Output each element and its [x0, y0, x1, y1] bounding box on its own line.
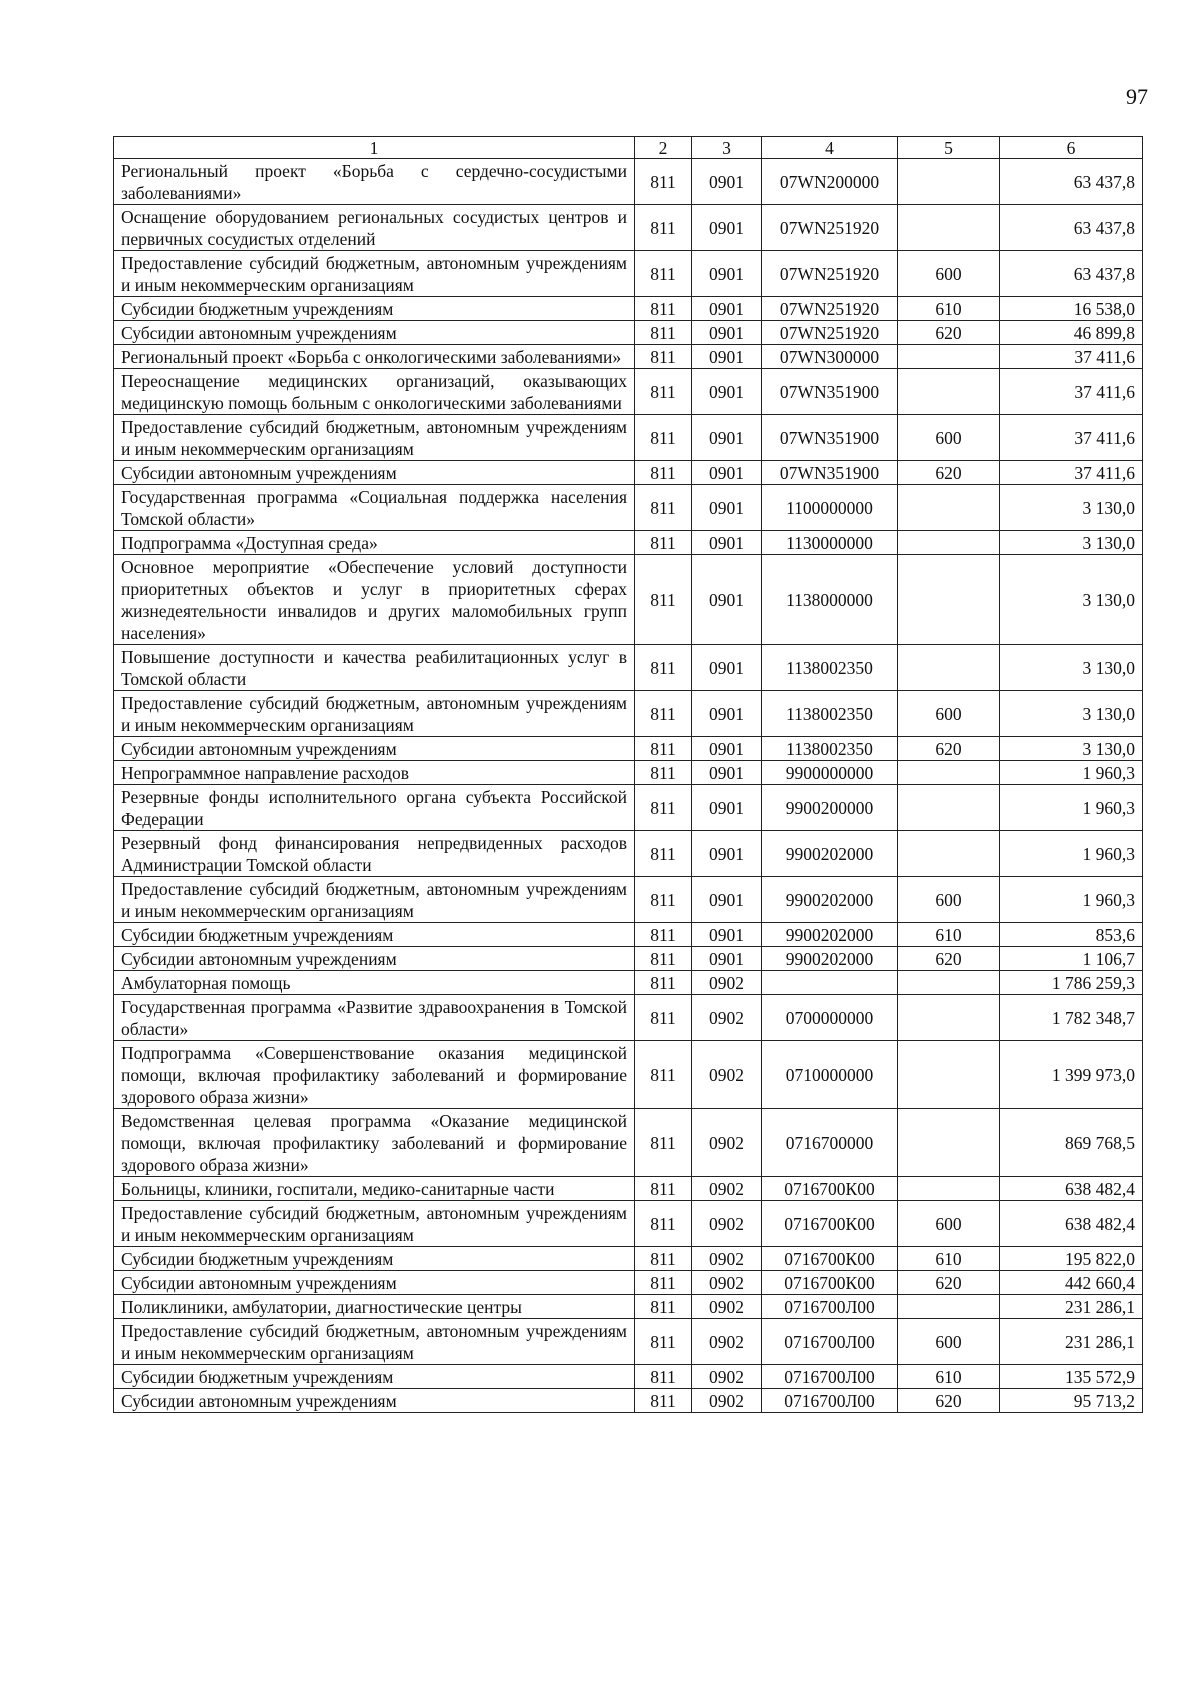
section-code-cell: 0902: [692, 1319, 762, 1365]
table-row: [114, 1365, 1143, 1389]
target-article-code-cell: 0700000000: [762, 995, 898, 1041]
expense-name-cell: Субсидии бюджетным учреждениям: [114, 1247, 635, 1271]
target-article-code-cell: 9900202000: [762, 831, 898, 877]
ministry-code-cell: 811: [635, 251, 692, 297]
table-row: [114, 877, 1143, 923]
ministry-code-cell: 811: [635, 995, 692, 1041]
section-code-cell: 0901: [692, 297, 762, 321]
amount-cell: 638 482,4: [1000, 1177, 1143, 1201]
expense-type-code-cell: 600: [898, 251, 1000, 297]
amount-cell: 3 130,0: [1000, 485, 1143, 531]
table-row: [114, 345, 1143, 369]
section-code-cell: 0902: [692, 1177, 762, 1201]
column-header: 3: [692, 137, 762, 159]
expense-name-cell: Субсидии автономным учреждениям: [114, 947, 635, 971]
target-article-code-cell: 07WN251920: [762, 251, 898, 297]
section-code-cell: 0902: [692, 1271, 762, 1295]
table-row: [114, 737, 1143, 761]
target-article-code-cell: 07WN251920: [762, 297, 898, 321]
table-row: [114, 947, 1143, 971]
expense-type-code-cell: [898, 1109, 1000, 1177]
table-row: [114, 1295, 1143, 1319]
amount-cell: 63 437,8: [1000, 205, 1143, 251]
expense-type-code-cell: 620: [898, 947, 1000, 971]
section-code-cell: 0901: [692, 831, 762, 877]
section-code-cell: 0902: [692, 1247, 762, 1271]
column-header: 6: [1000, 137, 1143, 159]
table-row: [114, 691, 1143, 737]
expense-type-code-cell: [898, 1177, 1000, 1201]
amount-cell: 442 660,4: [1000, 1271, 1143, 1295]
target-article-code-cell: 1130000000: [762, 531, 898, 555]
section-code-cell: 0902: [692, 1201, 762, 1247]
expense-type-code-cell: [898, 345, 1000, 369]
ministry-code-cell: 811: [635, 1295, 692, 1319]
section-code-cell: 0901: [692, 485, 762, 531]
expense-name-cell: Предоставление субсидий бюджетным, автономным учреждениям и иным некоммерческим организациям: [114, 1319, 635, 1365]
expense-type-code-cell: [898, 485, 1000, 531]
table-row: [114, 531, 1143, 555]
section-code-cell: 0901: [692, 947, 762, 971]
expense-type-code-cell: [898, 531, 1000, 555]
section-code-cell: 0901: [692, 645, 762, 691]
expense-type-code-cell: [898, 1295, 1000, 1319]
section-code-cell: 0901: [692, 251, 762, 297]
ministry-code-cell: 811: [635, 1109, 692, 1177]
expense-type-code-cell: 600: [898, 415, 1000, 461]
target-article-code-cell: 9900202000: [762, 877, 898, 923]
table-row: [114, 1271, 1143, 1295]
expense-name-cell: Субсидии бюджетным учреждениям: [114, 923, 635, 947]
table-row: [114, 159, 1143, 205]
section-code-cell: 0902: [692, 1389, 762, 1413]
expense-name-cell: Больницы, клиники, госпитали, медико-санитарные части: [114, 1177, 635, 1201]
ministry-code-cell: 811: [635, 555, 692, 645]
ministry-code-cell: 811: [635, 831, 692, 877]
section-code-cell: 0902: [692, 1041, 762, 1109]
section-code-cell: 0902: [692, 1365, 762, 1389]
expense-type-code-cell: [898, 159, 1000, 205]
section-code-cell: 0901: [692, 345, 762, 369]
expense-name-cell: Переоснащение медицинских организаций, оказывающих медицинскую помощь больным с онкологическими заболеваниями: [114, 369, 635, 415]
section-code-cell: 0902: [692, 1109, 762, 1177]
expense-type-code-cell: 620: [898, 321, 1000, 345]
table-row: [114, 971, 1143, 995]
expense-name-cell: Субсидии автономным учреждениям: [114, 321, 635, 345]
expense-type-code-cell: 620: [898, 461, 1000, 485]
ministry-code-cell: 811: [635, 461, 692, 485]
section-code-cell: 0901: [692, 761, 762, 785]
target-article-code-cell: 07WN300000: [762, 345, 898, 369]
target-article-code-cell: 9900202000: [762, 947, 898, 971]
amount-cell: 3 130,0: [1000, 737, 1143, 761]
expense-type-code-cell: 600: [898, 877, 1000, 923]
section-code-cell: 0901: [692, 923, 762, 947]
expense-type-code-cell: [898, 785, 1000, 831]
expense-name-cell: Субсидии бюджетным учреждениям: [114, 297, 635, 321]
expense-type-code-cell: [898, 761, 1000, 785]
section-code-cell: 0902: [692, 995, 762, 1041]
expense-type-code-cell: [898, 1041, 1000, 1109]
amount-cell: 853,6: [1000, 923, 1143, 947]
expense-name-cell: Повышение доступности и качества реабилитационных услуг в Томской области: [114, 645, 635, 691]
ministry-code-cell: 811: [635, 1201, 692, 1247]
expense-name-cell: Государственная программа «Развитие здравоохранения в Томской области»: [114, 995, 635, 1041]
table-row: [114, 785, 1143, 831]
page-number: 97: [1126, 84, 1148, 109]
column-header: 2: [635, 137, 692, 159]
ministry-code-cell: 811: [635, 761, 692, 785]
amount-cell: 3 130,0: [1000, 531, 1143, 555]
table-body: [114, 137, 1143, 1413]
expense-name-cell: Резервный фонд финансирования непредвиденных расходов Администрации Томской области: [114, 831, 635, 877]
target-article-code-cell: 07WN251920: [762, 321, 898, 345]
table-row: [114, 485, 1143, 531]
section-code-cell: 0901: [692, 691, 762, 737]
target-article-code-cell: 0716700000: [762, 1109, 898, 1177]
target-article-code-cell: 0716700К00: [762, 1271, 898, 1295]
amount-cell: 135 572,9: [1000, 1365, 1143, 1389]
target-article-code-cell: 1100000000: [762, 485, 898, 531]
section-code-cell: 0901: [692, 321, 762, 345]
ministry-code-cell: 811: [635, 415, 692, 461]
expense-name-cell: Субсидии автономным учреждениям: [114, 1271, 635, 1295]
budget-table: [113, 136, 1143, 1413]
expense-type-code-cell: [898, 831, 1000, 877]
amount-cell: 231 286,1: [1000, 1295, 1143, 1319]
column-header: 5: [898, 137, 1000, 159]
section-code-cell: 0902: [692, 971, 762, 995]
section-code-cell: 0901: [692, 531, 762, 555]
header-row: [114, 137, 1143, 159]
ministry-code-cell: 811: [635, 691, 692, 737]
ministry-code-cell: 811: [635, 645, 692, 691]
expense-name-cell: Субсидии автономным учреждениям: [114, 461, 635, 485]
target-article-code-cell: 0716700Л00: [762, 1295, 898, 1319]
amount-cell: 1 782 348,7: [1000, 995, 1143, 1041]
table-row: [114, 1109, 1143, 1177]
target-article-code-cell: 1138002350: [762, 645, 898, 691]
section-code-cell: 0901: [692, 461, 762, 485]
expense-name-cell: Предоставление субсидий бюджетным, автономным учреждениям и иным некоммерческим организациям: [114, 251, 635, 297]
table-row: [114, 251, 1143, 297]
target-article-code-cell: 0716700К00: [762, 1177, 898, 1201]
expense-name-cell: Амбулаторная помощь: [114, 971, 635, 995]
target-article-code-cell: 07WN351900: [762, 369, 898, 415]
table-row: [114, 761, 1143, 785]
amount-cell: 1 960,3: [1000, 831, 1143, 877]
amount-cell: 3 130,0: [1000, 645, 1143, 691]
expense-name-cell: Ведомственная целевая программа «Оказание медицинской помощи, включая профилактику заболеваний и формирование здорового образа жизни»: [114, 1109, 635, 1177]
table-row: [114, 205, 1143, 251]
target-article-code-cell: 0716700К00: [762, 1201, 898, 1247]
expense-type-code-cell: 600: [898, 691, 1000, 737]
amount-cell: 638 482,4: [1000, 1201, 1143, 1247]
table-row: [114, 995, 1143, 1041]
ministry-code-cell: 811: [635, 923, 692, 947]
expense-type-code-cell: [898, 369, 1000, 415]
target-article-code-cell: 9900202000: [762, 923, 898, 947]
target-article-code-cell: 07WN251920: [762, 205, 898, 251]
ministry-code-cell: 811: [635, 1271, 692, 1295]
expense-name-cell: Основное мероприятие «Обеспечение условий доступности приоритетных объектов и услуг в приоритетных сферах жизнедеятельности инвалидов и других маломобильных групп населения»: [114, 555, 635, 645]
expense-type-code-cell: 610: [898, 923, 1000, 947]
target-article-code-cell: 1138002350: [762, 737, 898, 761]
section-code-cell: 0901: [692, 369, 762, 415]
ministry-code-cell: 811: [635, 369, 692, 415]
expense-name-cell: Субсидии бюджетным учреждениям: [114, 1365, 635, 1389]
table-row: [114, 555, 1143, 645]
ministry-code-cell: 811: [635, 321, 692, 345]
expense-type-code-cell: 620: [898, 1271, 1000, 1295]
section-code-cell: 0901: [692, 737, 762, 761]
ministry-code-cell: 811: [635, 1365, 692, 1389]
table-row: [114, 1389, 1143, 1413]
expense-name-cell: Предоставление субсидий бюджетным, автономным учреждениям и иным некоммерческим организациям: [114, 877, 635, 923]
ministry-code-cell: 811: [635, 1319, 692, 1365]
expense-name-cell: Подпрограмма «Совершенствование оказания медицинской помощи, включая профилактику заболеваний и формирование здорового образа жизни»: [114, 1041, 635, 1109]
table-row: [114, 321, 1143, 345]
amount-cell: 46 899,8: [1000, 321, 1143, 345]
expense-name-cell: Региональный проект «Борьба с онкологическими заболеваниями»: [114, 345, 635, 369]
target-article-code-cell: 9900200000: [762, 785, 898, 831]
section-code-cell: 0901: [692, 205, 762, 251]
target-article-code-cell: 9900000000: [762, 761, 898, 785]
expense-type-code-cell: 610: [898, 1247, 1000, 1271]
table-row: [114, 461, 1143, 485]
expense-name-cell: Государственная программа «Социальная поддержка населения Томской области»: [114, 485, 635, 531]
ministry-code-cell: 811: [635, 1041, 692, 1109]
amount-cell: 231 286,1: [1000, 1319, 1143, 1365]
amount-cell: 63 437,8: [1000, 159, 1143, 205]
section-code-cell: 0901: [692, 415, 762, 461]
amount-cell: 1 960,3: [1000, 785, 1143, 831]
expense-name-cell: Предоставление субсидий бюджетным, автономным учреждениям и иным некоммерческим организациям: [114, 691, 635, 737]
section-code-cell: 0901: [692, 555, 762, 645]
expense-name-cell: Субсидии автономным учреждениям: [114, 1389, 635, 1413]
amount-cell: 1 960,3: [1000, 877, 1143, 923]
expense-type-code-cell: 600: [898, 1319, 1000, 1365]
expense-type-code-cell: 610: [898, 297, 1000, 321]
expense-name-cell: Региональный проект «Борьба с сердечно-сосудистыми заболеваниями»: [114, 159, 635, 205]
target-article-code-cell: 07WN200000: [762, 159, 898, 205]
expense-name-cell: Оснащение оборудованием региональных сосудистых центров и первичных сосудистых отделений: [114, 205, 635, 251]
ministry-code-cell: 811: [635, 877, 692, 923]
expense-type-code-cell: [898, 645, 1000, 691]
amount-cell: 16 538,0: [1000, 297, 1143, 321]
expense-type-code-cell: 610: [898, 1365, 1000, 1389]
amount-cell: 37 411,6: [1000, 461, 1143, 485]
amount-cell: 195 822,0: [1000, 1247, 1143, 1271]
table-row: [114, 1177, 1143, 1201]
expense-type-code-cell: [898, 995, 1000, 1041]
target-article-code-cell: 1138002350: [762, 691, 898, 737]
ministry-code-cell: 811: [635, 947, 692, 971]
expense-type-code-cell: 620: [898, 1389, 1000, 1413]
amount-cell: 1 960,3: [1000, 761, 1143, 785]
table-row: [114, 1247, 1143, 1271]
ministry-code-cell: 811: [635, 345, 692, 369]
section-code-cell: 0901: [692, 785, 762, 831]
amount-cell: 95 713,2: [1000, 1389, 1143, 1413]
table-row: [114, 645, 1143, 691]
expense-name-cell: Непрограммное направление расходов: [114, 761, 635, 785]
ministry-code-cell: 811: [635, 737, 692, 761]
section-code-cell: 0902: [692, 1295, 762, 1319]
ministry-code-cell: 811: [635, 159, 692, 205]
ministry-code-cell: 811: [635, 531, 692, 555]
column-header: 4: [762, 137, 898, 159]
ministry-code-cell: 811: [635, 1389, 692, 1413]
expense-name-cell: Подпрограмма «Доступная среда»: [114, 531, 635, 555]
table-row: [114, 369, 1143, 415]
target-article-code-cell: 1138000000: [762, 555, 898, 645]
section-code-cell: 0901: [692, 877, 762, 923]
expense-type-code-cell: 600: [898, 1201, 1000, 1247]
amount-cell: 1 786 259,3: [1000, 971, 1143, 995]
section-code-cell: 0901: [692, 159, 762, 205]
expense-name-cell: Субсидии автономным учреждениям: [114, 737, 635, 761]
target-article-code-cell: 07WN351900: [762, 415, 898, 461]
amount-cell: 37 411,6: [1000, 369, 1143, 415]
table-row: [114, 831, 1143, 877]
expense-name-cell: Поликлиники, амбулатории, диагностические центры: [114, 1295, 635, 1319]
ministry-code-cell: 811: [635, 785, 692, 831]
amount-cell: 1 399 973,0: [1000, 1041, 1143, 1109]
target-article-code-cell: [762, 971, 898, 995]
ministry-code-cell: 811: [635, 1177, 692, 1201]
target-article-code-cell: 0716700Л00: [762, 1365, 898, 1389]
amount-cell: 869 768,5: [1000, 1109, 1143, 1177]
amount-cell: 37 411,6: [1000, 345, 1143, 369]
expense-type-code-cell: [898, 971, 1000, 995]
table-row: [114, 923, 1143, 947]
expense-type-code-cell: [898, 555, 1000, 645]
ministry-code-cell: 811: [635, 971, 692, 995]
amount-cell: 3 130,0: [1000, 555, 1143, 645]
table-row: [114, 1041, 1143, 1109]
amount-cell: 1 106,7: [1000, 947, 1143, 971]
table-row: [114, 297, 1143, 321]
ministry-code-cell: 811: [635, 297, 692, 321]
target-article-code-cell: 0716700Л00: [762, 1319, 898, 1365]
expense-name-cell: Резервные фонды исполнительного органа субъекта Российской Федерации: [114, 785, 635, 831]
table-row: [114, 415, 1143, 461]
expense-type-code-cell: [898, 205, 1000, 251]
target-article-code-cell: 0716700К00: [762, 1247, 898, 1271]
table-row: [114, 1319, 1143, 1365]
amount-cell: 63 437,8: [1000, 251, 1143, 297]
amount-cell: 37 411,6: [1000, 415, 1143, 461]
ministry-code-cell: 811: [635, 485, 692, 531]
ministry-code-cell: 811: [635, 1247, 692, 1271]
target-article-code-cell: 07WN351900: [762, 461, 898, 485]
target-article-code-cell: 0710000000: [762, 1041, 898, 1109]
target-article-code-cell: 0716700Л00: [762, 1389, 898, 1413]
expense-name-cell: Предоставление субсидий бюджетным, автономным учреждениям и иным некоммерческим организациям: [114, 1201, 635, 1247]
amount-cell: 3 130,0: [1000, 691, 1143, 737]
expense-name-cell: Предоставление субсидий бюджетным, автономным учреждениям и иным некоммерческим организациям: [114, 415, 635, 461]
expense-type-code-cell: 620: [898, 737, 1000, 761]
table-row: [114, 1201, 1143, 1247]
ministry-code-cell: 811: [635, 205, 692, 251]
column-header: 1: [114, 137, 635, 159]
